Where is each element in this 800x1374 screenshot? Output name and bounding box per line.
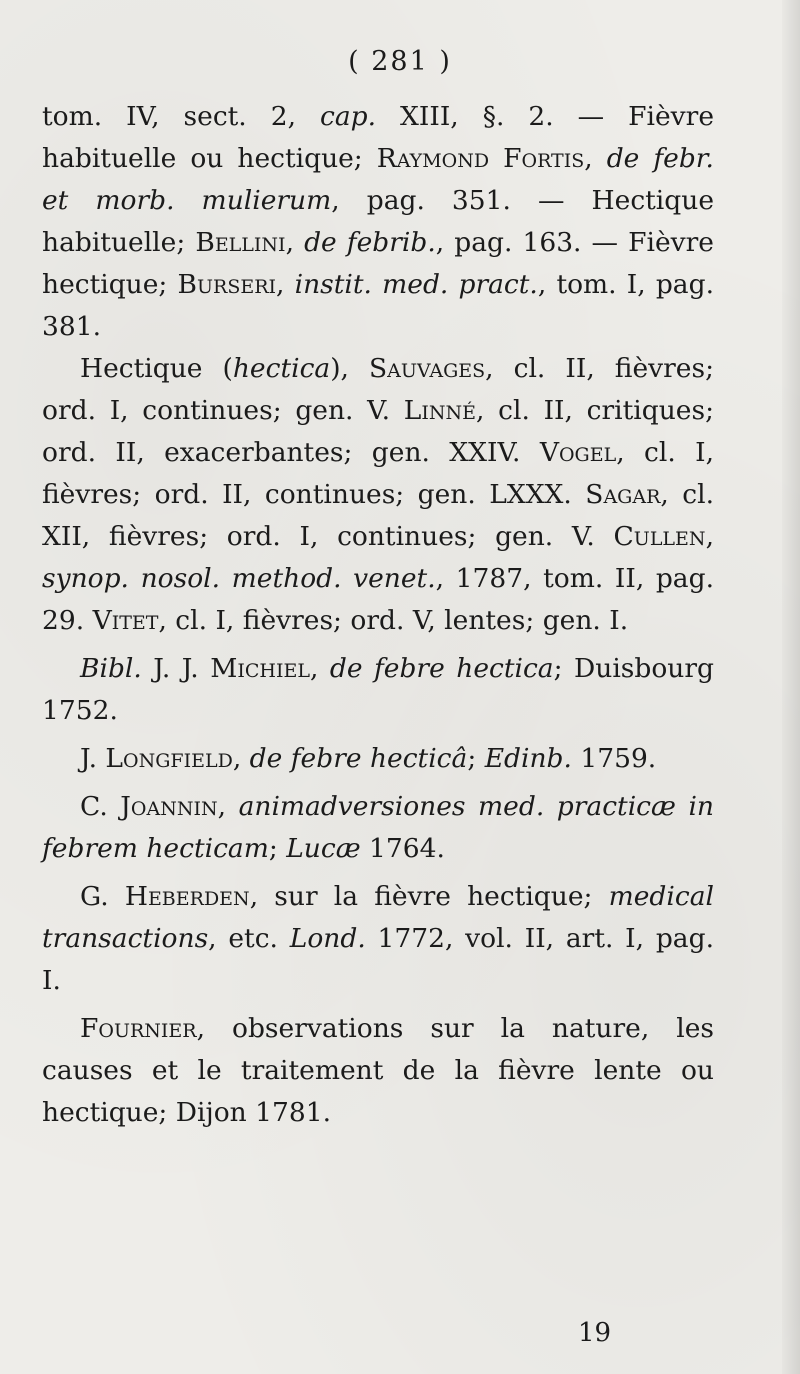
text-segment: , <box>705 521 714 552</box>
text-segment: Hectique ( <box>80 353 233 384</box>
paragraph <box>42 876 714 1002</box>
text-segment: C. <box>80 791 121 822</box>
italic-text: de febre hecticâ <box>249 743 468 774</box>
italic-text: hectica <box>232 353 331 384</box>
italic-text: cap. <box>320 101 377 132</box>
text-segment: , pag. 351. — Hectique habituelle; <box>42 185 714 258</box>
paragraph <box>42 786 714 870</box>
italic-text: Bibl. <box>80 653 142 684</box>
text-segment: , observations sur la nature, les causes et le traitement de la fièvre lente ou hectique; Dijon 1781. <box>42 1013 714 1128</box>
italic-text: Edinb. <box>484 743 572 774</box>
text-segment: 1772, vol. II, art. I, pag. I. <box>42 923 714 996</box>
author-name: Burseri <box>177 269 277 300</box>
text-segment: tom. IV, sect. 2, <box>42 101 320 132</box>
author-name: Fournier <box>80 1013 197 1044</box>
text-segment: 1764. <box>360 833 445 864</box>
page-edge-shadow <box>782 0 800 1374</box>
text-segment: ), <box>330 353 370 384</box>
signature-mark: 19 <box>578 1318 612 1348</box>
text-segment: , pag. 163. — Fièvre hectique; <box>42 227 714 300</box>
author-name: Bellini <box>195 227 286 258</box>
italic-text: instit. med. pract. <box>294 269 538 300</box>
text-segment: J. J. <box>141 653 211 684</box>
italic-text: Lond. <box>289 923 366 954</box>
text-segment: , <box>217 791 239 822</box>
paragraph <box>42 96 714 348</box>
text-segment: ; Duisbourg 1752. <box>42 653 715 726</box>
italic-text: de febr. et morb. mulierum <box>42 143 714 216</box>
text-segment: , <box>309 653 330 684</box>
author-name: Sauvages <box>369 353 486 384</box>
text-segment: , <box>276 269 295 300</box>
author-name: Raymond Fortis <box>376 143 585 174</box>
body-text <box>42 96 714 1134</box>
author-name: Longfield <box>105 743 233 774</box>
page-number: ( 281 ) <box>348 46 452 77</box>
text-segment: , <box>285 227 305 258</box>
author-name: Heberden <box>124 881 250 912</box>
text-segment: , 1787, tom. II, pag. 29. <box>42 563 714 636</box>
text-segment: , tom. I, pag. 381. <box>42 269 714 342</box>
author-name: Michiel <box>210 653 310 684</box>
text-segment: J. <box>80 743 106 774</box>
text-segment: ; <box>467 743 485 774</box>
text-segment: G. <box>80 881 125 912</box>
paragraph <box>42 738 714 780</box>
author-name: Vitet <box>92 605 159 636</box>
text-segment: , cl. I, fièvres; ord. II, continues; gen. LXXX. <box>42 437 715 510</box>
italic-text: Lucæ <box>286 833 361 864</box>
italic-text: de febrib. <box>304 227 436 258</box>
italic-text: synop. nosol. method. venet. <box>42 563 436 594</box>
italic-text: de febre hectica <box>329 653 554 684</box>
text-segment: , cl. I, fièvres; ord. V, lentes; gen. I. <box>158 605 629 636</box>
paragraph <box>42 348 714 642</box>
text-segment: , <box>584 143 607 174</box>
text-segment: , cl. XII, fièvres; ord. I, continues; gen. V. <box>42 479 714 552</box>
text-segment: 1759. <box>571 743 657 774</box>
text-segment: ; <box>268 833 287 864</box>
text-segment: , cl. II, fièvres; ord. I, continues; gen. V. <box>42 353 714 426</box>
author-name: Sagar <box>585 479 661 510</box>
text-segment: , <box>232 743 250 774</box>
text-segment: , cl. II, critiques; ord. II, exacerbantes; gen. XXIV. <box>42 395 714 468</box>
paragraph <box>42 648 714 732</box>
text-segment: , sur la fièvre hectique; <box>249 881 609 912</box>
italic-text: animadversiones med. practicæ in febrem hecticam <box>42 791 714 864</box>
italic-text: medical transactions <box>42 881 714 954</box>
author-name: Cullen <box>613 521 706 552</box>
text-segment: , etc. <box>208 923 290 954</box>
author-name: Linné <box>403 395 477 426</box>
paragraph <box>42 1008 714 1134</box>
text-segment: XIII, §. 2. — Fièvre habituelle ou hectique; <box>42 101 714 174</box>
author-name: Joannin <box>120 791 218 822</box>
author-name: Vogel <box>539 437 617 468</box>
